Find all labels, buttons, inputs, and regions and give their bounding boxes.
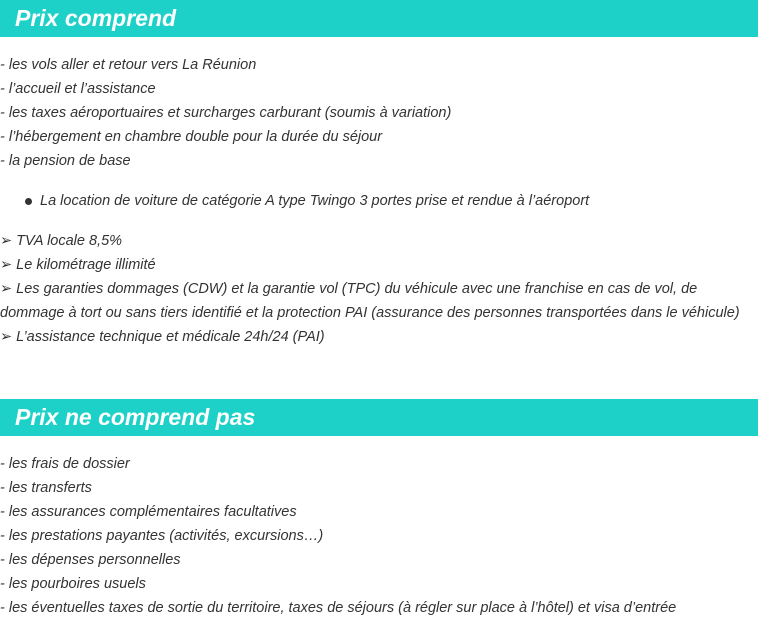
- car-item: ➢ Le kilométrage illimité: [0, 257, 156, 273]
- excluded-item: - les assurances complémentaires facultatives: [0, 504, 297, 520]
- included-item: - l’hébergement en chambre double pour la durée du séjour: [0, 129, 383, 145]
- excluded-item: - les transferts: [0, 480, 92, 496]
- excluded-title: Prix ne comprend pas: [15, 404, 256, 430]
- car-rental-bullet: La location de voiture de catégorie A type Twingo 3 portes prise et rendue à l’aéroport: [40, 193, 590, 209]
- included-item: - l’accueil et l’assistance: [0, 81, 156, 97]
- car-item: ➢ Les garanties dommages (CDW) et la garantie vol (TPC) du véhicule avec une franchise en cas de vol, de dommage à tort ou sans tiers identifié et la protection PAI (assurance des personnes transportées dans le véhicule): [0, 281, 740, 321]
- included-item: - les vols aller et retour vers La Réunion: [0, 57, 257, 73]
- included-header: [0, 0, 758, 37]
- included-item: - la pension de base: [0, 153, 131, 169]
- excluded-header: [0, 399, 758, 436]
- car-item: ➢ L’assistance technique et médicale 24h/24 (PAI): [0, 329, 325, 345]
- excluded-item: - les prestations payantes (activités, excursions…): [0, 528, 324, 544]
- excluded-item: - les éventuelles taxes de sortie du territoire, taxes de séjours (à régler sur place à l’hôtel) et visa d’entrée: [0, 600, 677, 616]
- bullet-dot-icon: [25, 198, 32, 205]
- car-item: ➢ TVA locale 8,5%: [0, 233, 123, 249]
- excluded-item: - les frais de dossier: [0, 456, 130, 472]
- excluded-item: - les pourboires usuels: [0, 576, 146, 592]
- included-item: - les taxes aéroportuaires et surcharges carburant (soumis à variation): [0, 105, 452, 121]
- included-title: Prix comprend: [15, 5, 177, 31]
- excluded-item: - les dépenses personnelles: [0, 552, 181, 568]
